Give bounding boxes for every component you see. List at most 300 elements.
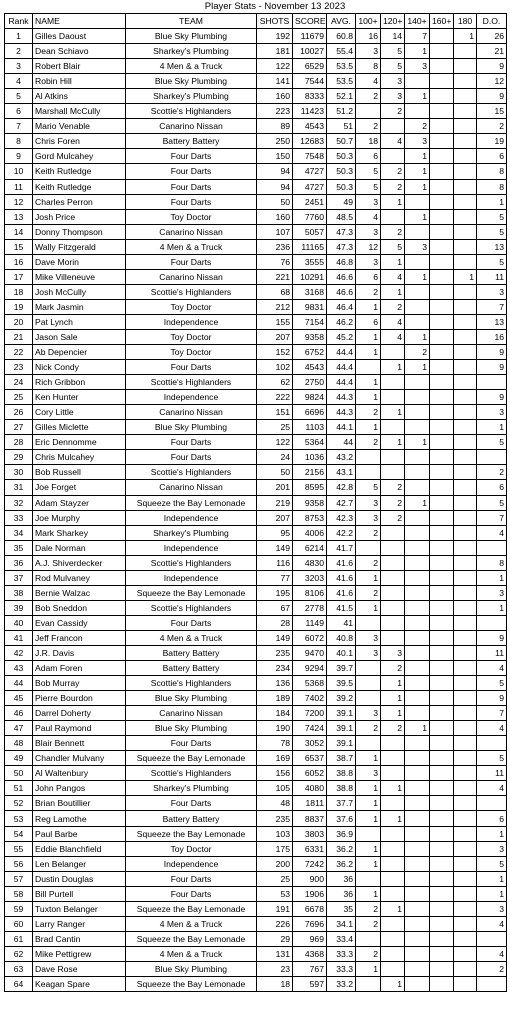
do-cell[interactable]: 12 bbox=[477, 74, 507, 89]
team-cell[interactable]: Scottie's Highlanders bbox=[126, 104, 257, 119]
score-cell[interactable]: 6529 bbox=[293, 59, 327, 74]
shots-cell[interactable]: 122 bbox=[257, 435, 293, 450]
100-plus-cell[interactable]: 3 bbox=[356, 254, 381, 269]
120-plus-cell[interactable]: 2 bbox=[381, 299, 405, 314]
shots-cell[interactable]: 160 bbox=[257, 89, 293, 104]
180-cell[interactable] bbox=[454, 329, 477, 344]
do-cell[interactable]: 4 bbox=[477, 781, 507, 796]
shots-cell[interactable]: 156 bbox=[257, 766, 293, 781]
team-cell[interactable]: Four Darts bbox=[126, 194, 257, 209]
rank-cell[interactable]: 13 bbox=[5, 209, 33, 224]
name-cell[interactable]: Mike Pettigrew bbox=[33, 946, 126, 961]
160-plus-cell[interactable] bbox=[430, 59, 454, 74]
team-cell[interactable]: Toy Doctor bbox=[126, 345, 257, 360]
do-cell[interactable] bbox=[477, 540, 507, 555]
shots-cell[interactable]: 200 bbox=[257, 856, 293, 871]
120-plus-cell[interactable]: 1 bbox=[381, 977, 405, 992]
180-cell[interactable] bbox=[454, 164, 477, 179]
140-plus-cell[interactable] bbox=[405, 630, 430, 645]
team-cell[interactable]: Four Darts bbox=[126, 615, 257, 630]
do-cell[interactable]: 9 bbox=[477, 345, 507, 360]
avg-cell[interactable]: 39.2 bbox=[327, 691, 356, 706]
shots-cell[interactable]: 53 bbox=[257, 886, 293, 901]
rank-cell[interactable]: 33 bbox=[5, 510, 33, 525]
rank-cell[interactable]: 38 bbox=[5, 585, 33, 600]
rank-cell[interactable]: 60 bbox=[5, 916, 33, 931]
do-cell[interactable]: 13 bbox=[477, 314, 507, 329]
do-cell[interactable] bbox=[477, 977, 507, 992]
100-plus-cell[interactable] bbox=[356, 977, 381, 992]
team-cell[interactable]: Blue Sky Plumbing bbox=[126, 420, 257, 435]
do-cell[interactable]: 1 bbox=[477, 871, 507, 886]
name-cell[interactable]: Mike Villeneuve bbox=[33, 269, 126, 284]
name-cell[interactable]: Bob Murray bbox=[33, 676, 126, 691]
100-plus-cell[interactable]: 18 bbox=[356, 134, 381, 149]
180-cell[interactable] bbox=[454, 736, 477, 751]
shots-cell[interactable]: 207 bbox=[257, 510, 293, 525]
120-plus-cell[interactable] bbox=[381, 465, 405, 480]
name-cell[interactable]: Len Belanger bbox=[33, 856, 126, 871]
score-cell[interactable]: 7402 bbox=[293, 691, 327, 706]
120-plus-cell[interactable]: 5 bbox=[381, 59, 405, 74]
avg-cell[interactable]: 36 bbox=[327, 886, 356, 901]
rank-cell[interactable]: 29 bbox=[5, 450, 33, 465]
140-plus-cell[interactable] bbox=[405, 375, 430, 390]
avg-cell[interactable]: 41.6 bbox=[327, 570, 356, 585]
name-cell[interactable]: Paul Barbe bbox=[33, 826, 126, 841]
avg-cell[interactable]: 51.2 bbox=[327, 104, 356, 119]
140-plus-cell[interactable] bbox=[405, 450, 430, 465]
score-cell[interactable]: 4368 bbox=[293, 946, 327, 961]
do-cell[interactable]: 8 bbox=[477, 555, 507, 570]
140-plus-cell[interactable]: 1 bbox=[405, 435, 430, 450]
140-plus-cell[interactable] bbox=[405, 961, 430, 976]
160-plus-cell[interactable] bbox=[430, 345, 454, 360]
avg-cell[interactable]: 50.7 bbox=[327, 134, 356, 149]
160-plus-cell[interactable] bbox=[430, 600, 454, 615]
160-plus-cell[interactable] bbox=[430, 751, 454, 766]
120-plus-cell[interactable] bbox=[381, 796, 405, 811]
team-cell[interactable]: Squeeze the Bay Lemonade bbox=[126, 977, 257, 992]
team-cell[interactable]: Blue Sky Plumbing bbox=[126, 961, 257, 976]
100-plus-cell[interactable]: 1 bbox=[356, 886, 381, 901]
name-cell[interactable]: Dave Rose bbox=[33, 961, 126, 976]
160-plus-cell[interactable] bbox=[430, 721, 454, 736]
rank-cell[interactable]: 2 bbox=[5, 44, 33, 59]
score-cell[interactable]: 1906 bbox=[293, 886, 327, 901]
avg-cell[interactable]: 39.7 bbox=[327, 661, 356, 676]
team-cell[interactable]: Four Darts bbox=[126, 149, 257, 164]
shots-cell[interactable]: 152 bbox=[257, 345, 293, 360]
header-rank[interactable]: Rank bbox=[5, 14, 33, 29]
140-plus-cell[interactable] bbox=[405, 585, 430, 600]
140-plus-cell[interactable] bbox=[405, 736, 430, 751]
180-cell[interactable] bbox=[454, 375, 477, 390]
160-plus-cell[interactable] bbox=[430, 630, 454, 645]
name-cell[interactable]: Dustin Douglas bbox=[33, 871, 126, 886]
180-cell[interactable] bbox=[454, 691, 477, 706]
avg-cell[interactable]: 33.3 bbox=[327, 946, 356, 961]
name-cell[interactable]: Gord Mulcahey bbox=[33, 149, 126, 164]
180-cell[interactable] bbox=[454, 811, 477, 826]
120-plus-cell[interactable]: 1 bbox=[381, 676, 405, 691]
rank-cell[interactable]: 61 bbox=[5, 931, 33, 946]
180-cell[interactable] bbox=[454, 495, 477, 510]
avg-cell[interactable]: 44.4 bbox=[327, 375, 356, 390]
shots-cell[interactable]: 192 bbox=[257, 29, 293, 44]
avg-cell[interactable]: 41.7 bbox=[327, 540, 356, 555]
140-plus-cell[interactable] bbox=[405, 104, 430, 119]
shots-cell[interactable]: 181 bbox=[257, 44, 293, 59]
shots-cell[interactable]: 155 bbox=[257, 314, 293, 329]
180-cell[interactable] bbox=[454, 766, 477, 781]
score-cell[interactable]: 2451 bbox=[293, 194, 327, 209]
score-cell[interactable]: 2778 bbox=[293, 600, 327, 615]
name-cell[interactable]: Adam Foren bbox=[33, 661, 126, 676]
name-cell[interactable]: Josh McCully bbox=[33, 284, 126, 299]
180-cell[interactable] bbox=[454, 540, 477, 555]
100-plus-cell[interactable]: 1 bbox=[356, 856, 381, 871]
rank-cell[interactable]: 64 bbox=[5, 977, 33, 992]
team-cell[interactable]: Blue Sky Plumbing bbox=[126, 691, 257, 706]
180-cell[interactable] bbox=[454, 134, 477, 149]
shots-cell[interactable]: 24 bbox=[257, 450, 293, 465]
160-plus-cell[interactable] bbox=[430, 179, 454, 194]
160-plus-cell[interactable] bbox=[430, 104, 454, 119]
120-plus-cell[interactable] bbox=[381, 345, 405, 360]
shots-cell[interactable]: 95 bbox=[257, 525, 293, 540]
160-plus-cell[interactable] bbox=[430, 871, 454, 886]
100-plus-cell[interactable]: 2 bbox=[356, 405, 381, 420]
avg-cell[interactable]: 34.1 bbox=[327, 916, 356, 931]
140-plus-cell[interactable] bbox=[405, 510, 430, 525]
shots-cell[interactable]: 201 bbox=[257, 480, 293, 495]
rank-cell[interactable]: 8 bbox=[5, 134, 33, 149]
team-cell[interactable]: Squeeze the Bay Lemonade bbox=[126, 495, 257, 510]
score-cell[interactable]: 6537 bbox=[293, 751, 327, 766]
120-plus-cell[interactable] bbox=[381, 525, 405, 540]
160-plus-cell[interactable] bbox=[430, 269, 454, 284]
rank-cell[interactable]: 54 bbox=[5, 826, 33, 841]
name-cell[interactable]: Bob Russell bbox=[33, 465, 126, 480]
do-cell[interactable]: 1 bbox=[477, 826, 507, 841]
name-cell[interactable]: Pierre Bourdon bbox=[33, 691, 126, 706]
score-cell[interactable]: 9358 bbox=[293, 329, 327, 344]
120-plus-cell[interactable]: 1 bbox=[381, 435, 405, 450]
140-plus-cell[interactable] bbox=[405, 886, 430, 901]
140-plus-cell[interactable]: 1 bbox=[405, 89, 430, 104]
shots-cell[interactable]: 68 bbox=[257, 284, 293, 299]
140-plus-cell[interactable] bbox=[405, 600, 430, 615]
140-plus-cell[interactable]: 1 bbox=[405, 149, 430, 164]
do-cell[interactable]: 21 bbox=[477, 44, 507, 59]
name-cell[interactable]: Charles Perron bbox=[33, 194, 126, 209]
140-plus-cell[interactable]: 1 bbox=[405, 360, 430, 375]
140-plus-cell[interactable] bbox=[405, 465, 430, 480]
160-plus-cell[interactable] bbox=[430, 375, 454, 390]
120-plus-cell[interactable]: 1 bbox=[381, 691, 405, 706]
avg-cell[interactable]: 39.1 bbox=[327, 721, 356, 736]
160-plus-cell[interactable] bbox=[430, 901, 454, 916]
160-plus-cell[interactable] bbox=[430, 89, 454, 104]
shots-cell[interactable]: 94 bbox=[257, 179, 293, 194]
100-plus-cell[interactable] bbox=[356, 676, 381, 691]
180-cell[interactable] bbox=[454, 615, 477, 630]
name-cell[interactable]: Al Waltenbury bbox=[33, 766, 126, 781]
score-cell[interactable]: 6696 bbox=[293, 405, 327, 420]
100-plus-cell[interactable]: 6 bbox=[356, 269, 381, 284]
120-plus-cell[interactable]: 2 bbox=[381, 224, 405, 239]
180-cell[interactable] bbox=[454, 74, 477, 89]
team-cell[interactable]: Squeeze the Bay Lemonade bbox=[126, 585, 257, 600]
shots-cell[interactable]: 191 bbox=[257, 901, 293, 916]
team-cell[interactable]: Scottie's Highlanders bbox=[126, 375, 257, 390]
team-cell[interactable]: Four Darts bbox=[126, 871, 257, 886]
team-cell[interactable]: Squeeze the Bay Lemonade bbox=[126, 901, 257, 916]
team-cell[interactable]: 4 Men & a Truck bbox=[126, 239, 257, 254]
name-cell[interactable]: Chris Mulcahey bbox=[33, 450, 126, 465]
name-cell[interactable]: Eric Dennomme bbox=[33, 435, 126, 450]
100-plus-cell[interactable] bbox=[356, 540, 381, 555]
160-plus-cell[interactable] bbox=[430, 661, 454, 676]
do-cell[interactable] bbox=[477, 615, 507, 630]
avg-cell[interactable]: 51 bbox=[327, 119, 356, 134]
rank-cell[interactable]: 20 bbox=[5, 314, 33, 329]
score-cell[interactable]: 9294 bbox=[293, 661, 327, 676]
120-plus-cell[interactable] bbox=[381, 585, 405, 600]
rank-cell[interactable]: 41 bbox=[5, 630, 33, 645]
120-plus-cell[interactable] bbox=[381, 931, 405, 946]
rank-cell[interactable]: 23 bbox=[5, 360, 33, 375]
shots-cell[interactable]: 190 bbox=[257, 721, 293, 736]
do-cell[interactable] bbox=[477, 450, 507, 465]
160-plus-cell[interactable] bbox=[430, 540, 454, 555]
name-cell[interactable]: Jason Sale bbox=[33, 329, 126, 344]
name-cell[interactable]: Wally Fitzgerald bbox=[33, 239, 126, 254]
100-plus-cell[interactable]: 5 bbox=[356, 480, 381, 495]
name-cell[interactable]: Ab Depencier bbox=[33, 345, 126, 360]
140-plus-cell[interactable] bbox=[405, 420, 430, 435]
120-plus-cell[interactable]: 1 bbox=[381, 706, 405, 721]
120-plus-cell[interactable]: 2 bbox=[381, 510, 405, 525]
140-plus-cell[interactable] bbox=[405, 781, 430, 796]
180-cell[interactable] bbox=[454, 119, 477, 134]
header-100-plus[interactable]: 100+ bbox=[356, 14, 381, 29]
do-cell[interactable]: 11 bbox=[477, 645, 507, 660]
do-cell[interactable]: 9 bbox=[477, 59, 507, 74]
120-plus-cell[interactable]: 2 bbox=[381, 661, 405, 676]
140-plus-cell[interactable] bbox=[405, 916, 430, 931]
score-cell[interactable]: 5057 bbox=[293, 224, 327, 239]
team-cell[interactable]: Four Darts bbox=[126, 736, 257, 751]
shots-cell[interactable]: 78 bbox=[257, 736, 293, 751]
140-plus-cell[interactable]: 1 bbox=[405, 269, 430, 284]
name-cell[interactable]: Bob Sneddon bbox=[33, 600, 126, 615]
avg-cell[interactable]: 43.2 bbox=[327, 450, 356, 465]
140-plus-cell[interactable] bbox=[405, 856, 430, 871]
do-cell[interactable]: 8 bbox=[477, 164, 507, 179]
team-cell[interactable]: Canarino Nissan bbox=[126, 119, 257, 134]
120-plus-cell[interactable]: 3 bbox=[381, 89, 405, 104]
100-plus-cell[interactable]: 1 bbox=[356, 375, 381, 390]
score-cell[interactable]: 767 bbox=[293, 961, 327, 976]
160-plus-cell[interactable] bbox=[430, 450, 454, 465]
score-cell[interactable]: 7242 bbox=[293, 856, 327, 871]
shots-cell[interactable]: 189 bbox=[257, 691, 293, 706]
score-cell[interactable]: 4543 bbox=[293, 119, 327, 134]
name-cell[interactable]: Keagan Spare bbox=[33, 977, 126, 992]
160-plus-cell[interactable] bbox=[430, 194, 454, 209]
120-plus-cell[interactable]: 5 bbox=[381, 44, 405, 59]
avg-cell[interactable]: 53.5 bbox=[327, 74, 356, 89]
180-cell[interactable] bbox=[454, 59, 477, 74]
120-plus-cell[interactable] bbox=[381, 751, 405, 766]
100-plus-cell[interactable]: 2 bbox=[356, 901, 381, 916]
score-cell[interactable]: 6678 bbox=[293, 901, 327, 916]
160-plus-cell[interactable] bbox=[430, 329, 454, 344]
team-cell[interactable]: 4 Men & a Truck bbox=[126, 946, 257, 961]
180-cell[interactable] bbox=[454, 630, 477, 645]
score-cell[interactable]: 1811 bbox=[293, 796, 327, 811]
140-plus-cell[interactable] bbox=[405, 676, 430, 691]
100-plus-cell[interactable]: 2 bbox=[356, 89, 381, 104]
180-cell[interactable] bbox=[454, 314, 477, 329]
100-plus-cell[interactable]: 12 bbox=[356, 239, 381, 254]
score-cell[interactable]: 9358 bbox=[293, 495, 327, 510]
160-plus-cell[interactable] bbox=[430, 886, 454, 901]
team-cell[interactable]: Toy Doctor bbox=[126, 329, 257, 344]
header-team[interactable]: TEAM bbox=[126, 14, 257, 29]
160-plus-cell[interactable] bbox=[430, 811, 454, 826]
180-cell[interactable] bbox=[454, 420, 477, 435]
name-cell[interactable]: Bill Purtell bbox=[33, 886, 126, 901]
160-plus-cell[interactable] bbox=[430, 149, 454, 164]
score-cell[interactable]: 4543 bbox=[293, 360, 327, 375]
160-plus-cell[interactable] bbox=[430, 74, 454, 89]
rank-cell[interactable]: 53 bbox=[5, 811, 33, 826]
shots-cell[interactable]: 50 bbox=[257, 465, 293, 480]
team-cell[interactable]: Sharkey's Plumbing bbox=[126, 44, 257, 59]
160-plus-cell[interactable] bbox=[430, 856, 454, 871]
shots-cell[interactable]: 76 bbox=[257, 254, 293, 269]
160-plus-cell[interactable] bbox=[430, 510, 454, 525]
shots-cell[interactable]: 28 bbox=[257, 615, 293, 630]
do-cell[interactable]: 6 bbox=[477, 480, 507, 495]
160-plus-cell[interactable] bbox=[430, 435, 454, 450]
score-cell[interactable]: 2750 bbox=[293, 375, 327, 390]
score-cell[interactable]: 6331 bbox=[293, 841, 327, 856]
120-plus-cell[interactable] bbox=[381, 209, 405, 224]
rank-cell[interactable]: 35 bbox=[5, 540, 33, 555]
100-plus-cell[interactable]: 4 bbox=[356, 209, 381, 224]
do-cell[interactable]: 13 bbox=[477, 239, 507, 254]
shots-cell[interactable]: 175 bbox=[257, 841, 293, 856]
180-cell[interactable] bbox=[454, 405, 477, 420]
avg-cell[interactable]: 46.8 bbox=[327, 254, 356, 269]
rank-cell[interactable]: 10 bbox=[5, 164, 33, 179]
team-cell[interactable]: Independence bbox=[126, 390, 257, 405]
180-cell[interactable] bbox=[454, 721, 477, 736]
160-plus-cell[interactable] bbox=[430, 164, 454, 179]
team-cell[interactable]: Toy Doctor bbox=[126, 841, 257, 856]
100-plus-cell[interactable]: 1 bbox=[356, 329, 381, 344]
do-cell[interactable]: 4 bbox=[477, 916, 507, 931]
rank-cell[interactable]: 17 bbox=[5, 269, 33, 284]
140-plus-cell[interactable] bbox=[405, 691, 430, 706]
team-cell[interactable]: 4 Men & a Truck bbox=[126, 630, 257, 645]
100-plus-cell[interactable]: 1 bbox=[356, 751, 381, 766]
name-cell[interactable]: Reg Lamothe bbox=[33, 811, 126, 826]
do-cell[interactable]: 4 bbox=[477, 946, 507, 961]
100-plus-cell[interactable]: 8 bbox=[356, 59, 381, 74]
100-plus-cell[interactable]: 2 bbox=[356, 585, 381, 600]
140-plus-cell[interactable]: 2 bbox=[405, 345, 430, 360]
avg-cell[interactable]: 45.2 bbox=[327, 329, 356, 344]
120-plus-cell[interactable]: 1 bbox=[381, 360, 405, 375]
score-cell[interactable]: 8753 bbox=[293, 510, 327, 525]
team-cell[interactable]: Independence bbox=[126, 510, 257, 525]
do-cell[interactable]: 11 bbox=[477, 269, 507, 284]
100-plus-cell[interactable]: 1 bbox=[356, 299, 381, 314]
name-cell[interactable]: Evan Cassidy bbox=[33, 615, 126, 630]
avg-cell[interactable]: 39.1 bbox=[327, 706, 356, 721]
100-plus-cell[interactable] bbox=[356, 450, 381, 465]
140-plus-cell[interactable] bbox=[405, 841, 430, 856]
team-cell[interactable]: Four Darts bbox=[126, 360, 257, 375]
180-cell[interactable] bbox=[454, 345, 477, 360]
180-cell[interactable] bbox=[454, 886, 477, 901]
score-cell[interactable]: 4830 bbox=[293, 555, 327, 570]
140-plus-cell[interactable] bbox=[405, 931, 430, 946]
avg-cell[interactable]: 53.5 bbox=[327, 59, 356, 74]
name-cell[interactable]: Brad Cantin bbox=[33, 931, 126, 946]
name-cell[interactable]: John Pangos bbox=[33, 781, 126, 796]
team-cell[interactable]: Battery Battery bbox=[126, 811, 257, 826]
160-plus-cell[interactable] bbox=[430, 931, 454, 946]
rank-cell[interactable]: 34 bbox=[5, 525, 33, 540]
do-cell[interactable]: 5 bbox=[477, 676, 507, 691]
160-plus-cell[interactable] bbox=[430, 796, 454, 811]
name-cell[interactable]: Rod Mulvaney bbox=[33, 570, 126, 585]
team-cell[interactable]: Four Darts bbox=[126, 164, 257, 179]
100-plus-cell[interactable]: 2 bbox=[356, 555, 381, 570]
120-plus-cell[interactable] bbox=[381, 961, 405, 976]
180-cell[interactable] bbox=[454, 661, 477, 676]
avg-cell[interactable]: 41.6 bbox=[327, 585, 356, 600]
score-cell[interactable]: 11165 bbox=[293, 239, 327, 254]
avg-cell[interactable]: 50.3 bbox=[327, 179, 356, 194]
avg-cell[interactable]: 46.6 bbox=[327, 269, 356, 284]
shots-cell[interactable]: 122 bbox=[257, 59, 293, 74]
do-cell[interactable]: 1 bbox=[477, 886, 507, 901]
do-cell[interactable] bbox=[477, 796, 507, 811]
score-cell[interactable]: 7424 bbox=[293, 721, 327, 736]
score-cell[interactable]: 7154 bbox=[293, 314, 327, 329]
rank-cell[interactable]: 31 bbox=[5, 480, 33, 495]
team-cell[interactable]: Canarino Nissan bbox=[126, 224, 257, 239]
shots-cell[interactable]: 23 bbox=[257, 961, 293, 976]
score-cell[interactable]: 1103 bbox=[293, 420, 327, 435]
rank-cell[interactable]: 37 bbox=[5, 570, 33, 585]
team-cell[interactable]: Blue Sky Plumbing bbox=[126, 74, 257, 89]
score-cell[interactable]: 8333 bbox=[293, 89, 327, 104]
180-cell[interactable] bbox=[454, 44, 477, 59]
100-plus-cell[interactable]: 5 bbox=[356, 179, 381, 194]
score-cell[interactable]: 6072 bbox=[293, 630, 327, 645]
120-plus-cell[interactable]: 4 bbox=[381, 134, 405, 149]
120-plus-cell[interactable]: 1 bbox=[381, 194, 405, 209]
team-cell[interactable]: Scottie's Highlanders bbox=[126, 600, 257, 615]
